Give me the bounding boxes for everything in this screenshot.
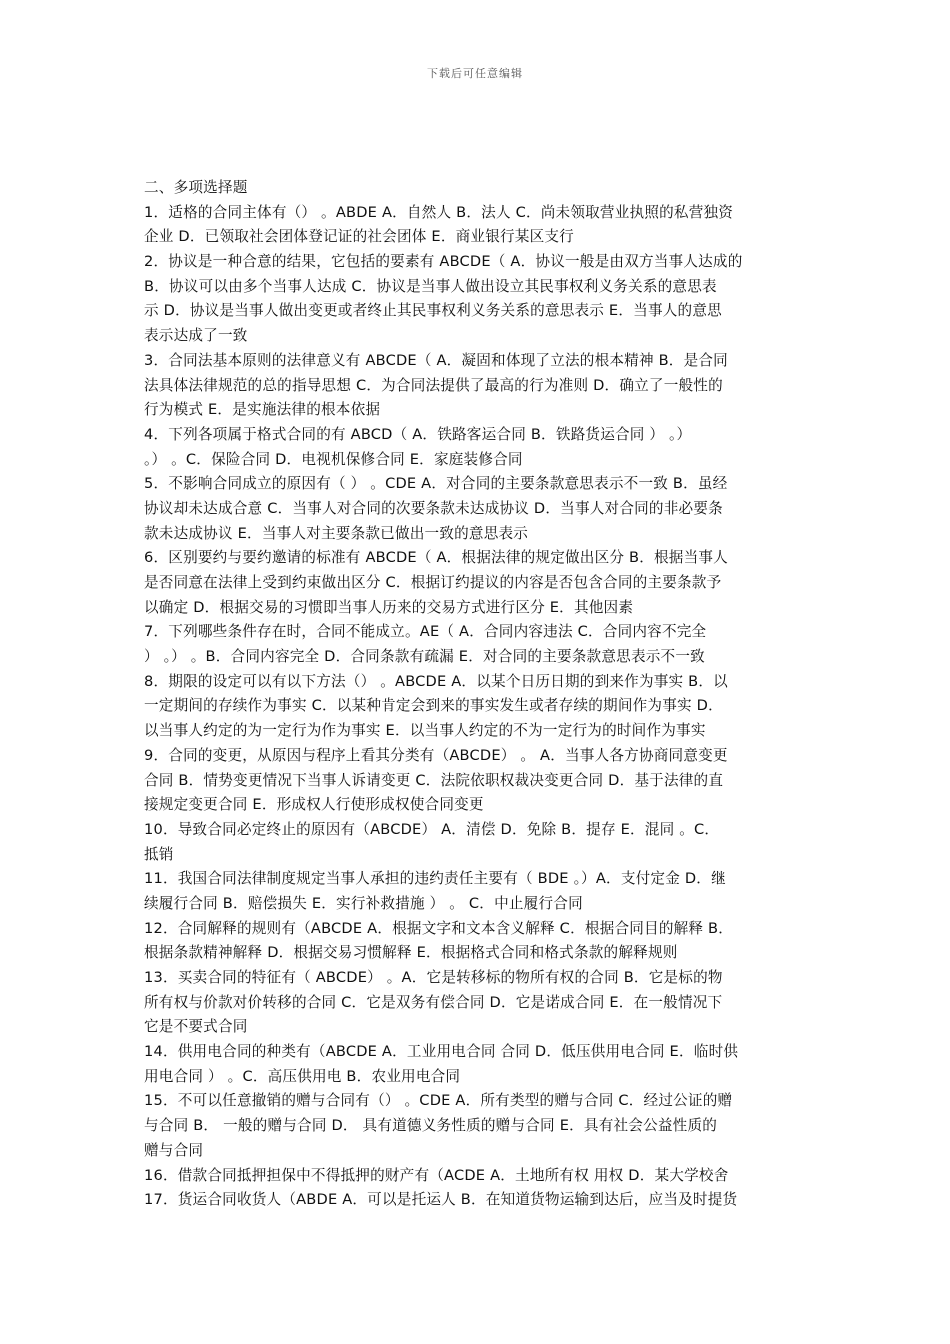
- text-line: 抵销: [144, 845, 174, 863]
- text-line: 是否同意在法律上受到约束做出区分 C．根据订约提议的内容是否包含合同的主要条款予: [144, 574, 722, 591]
- text-line: 企业 D．已领取社会团体登记证的社会团体 E．商业银行某区支行: [144, 228, 574, 246]
- text-line: 赠与合同: [144, 1141, 204, 1159]
- text-line: 12．合同解释的规则有（ABCDE A．根据文字和文本含义解释 C．根据合同目的解释 B．: [144, 919, 734, 937]
- text-line: 5．不影响合同成立的原因有（ ） 。CDE A．对合同的主要条款意思表示不一致 B．虽经: [144, 475, 728, 493]
- text-line: 接规定变更合同 E．形成权人行使形成权使合同变更: [144, 796, 484, 814]
- text-line: 法具体法律规范的总的指导思想 C．为合同法提供了最高的行为准则 D．确立了一般性的: [144, 376, 723, 394]
- text-line: 6．区别要约与要约邀请的标准有 ABCDE（ A．根据法律的规定做出区分 B．根据当事人: [144, 549, 728, 567]
- text-line: 3．合同法基本原则的法律意义有 ABCDE（ A．凝固和体现了立法的根本精神 B．是合同: [144, 351, 728, 369]
- text-line: 表示达成了一致: [144, 327, 248, 345]
- text-line: 与合同 B． 一般的赠与合同 D． 具有道德义务性质的赠与合同 E．具有社会公益性质的: [144, 1117, 718, 1135]
- text-line: 它是不要式合同: [144, 1018, 248, 1036]
- text-line: 行为模式 E．是实施法律的根本依据: [144, 401, 381, 419]
- text-line: 以确定 D．根据交易的习惯即当事人历来的交易方式进行区分 E．其他因素: [144, 598, 634, 616]
- text-line: 9．合同的变更，从原因与程序上看其分类有（ABCDE） 。 A．当事人各方协商同意变更: [144, 746, 728, 764]
- text-line: 二、多项选择题: [144, 179, 248, 196]
- text-line: 4．下列各项属于格式合同的有 ABCD（ A．铁路客运合同 B．铁路货运合同 ） 。）: [144, 425, 692, 443]
- text-line: ） 。） 。B．合同内容完全 D．合同条款有疏漏 E．对合同的主要条款意思表示不一致: [144, 648, 705, 666]
- text-line: 一定期间的存续作为事实 C．以某种肯定会到来的事实发生或者存续的期间作为事实 D．: [144, 697, 723, 715]
- text-line: 13．买卖合同的特征有（ ABCDE） 。A．它是转移标的物所有权的合同 B．它是标的物: [144, 969, 723, 986]
- text-line: 协议却未达成合意 C．当事人对合同的次要条款未达成协议 D．当事人对合同的非必要条: [144, 499, 723, 517]
- text-line: 11．我国合同法律制度规定当事人承担的违约责任主要有（ BDE 。）A．支付定金 D．继: [144, 870, 726, 888]
- text-line: 16．借款合同抵押担保中不得抵押的财产有（ACDE A．土地所有权 用权 D．某大学校舍: [144, 1166, 729, 1184]
- text-line: 以当事人约定的为一定行为作为事实 E．以当事人约定的不为一定行为的时间作为事实: [144, 722, 706, 740]
- text-line: 款未达成协议 E．当事人对主要条款已做出一致的意思表示: [144, 524, 529, 542]
- document-body: [144, 176, 812, 1213]
- text-line: 7．下列哪些条件存在时，合同不能成立。AE（ A．合同内容违法 C．合同内容不完全: [144, 623, 707, 641]
- page-header: 下载后可任意编辑: [427, 67, 523, 80]
- text-line: 。） 。C．保险合同 D．电视机保修合同 E．家庭装修合同: [144, 450, 523, 468]
- text-line: 示 D．协议是当事人做出变更或者终止其民事权利义务关系的意思表示 E．当事人的意思: [144, 302, 722, 320]
- text-line: 续履行合同 B．赔偿损失 E．实行补救措施 ） 。 C．中止履行合同: [144, 894, 583, 912]
- text-line: 17．货运合同收货人（ABDE A．可以是托运人 B．在知道货物运输到达后，应当及时提货: [144, 1191, 738, 1209]
- text-line: 2．协议是一种合意的结果，它包括的要素有 ABCDE（ A．协议一般是由双方当事人达成的: [144, 253, 743, 271]
- text-line: 8．期限的设定可以有以下方法（） 。ABCDE A．以某个日历日期的到来作为事实 B．以: [144, 672, 728, 690]
- text-line: 14．供用电合同的种类有（ABCDE A．工业用电合同 合同 D．低压供用电合同 E．临时供: [144, 1043, 739, 1061]
- text-line: 15．不可以任意撤销的赠与合同有（） 。CDE A．所有类型的赠与合同 C．经过公证的赠: [144, 1092, 733, 1110]
- text-line: 根据条款精神解释 D．根据交易习惯解释 E．根据格式合同和格式条款的解释规则: [144, 944, 678, 962]
- text-line: 所有权与价款对价转移的合同 C．它是双务有偿合同 D．它是诺成合同 E．在一般情况下: [144, 993, 723, 1011]
- text-line: B．协议可以由多个当事人达成 C．协议是当事人做出设立其民事权利义务关系的意思表: [144, 277, 717, 295]
- text-line: 合同 B．情势变更情况下当事人诉请变更 C．法院依职权裁决变更合同 D．基于法律的直: [144, 771, 724, 789]
- text-line: 10．导致合同必定终止的原因有（ABCDE） A．清偿 D．免除 B．提存 E．混同 。C．: [144, 820, 720, 838]
- text-line: 1．适格的合同主体有（） 。ABDE A．自然人 B．法人 C．尚未领取营业执照的私营独资: [144, 203, 734, 221]
- text-line: 用电合同 ） 。C．高压供用电 B．农业用电合同: [144, 1067, 461, 1085]
